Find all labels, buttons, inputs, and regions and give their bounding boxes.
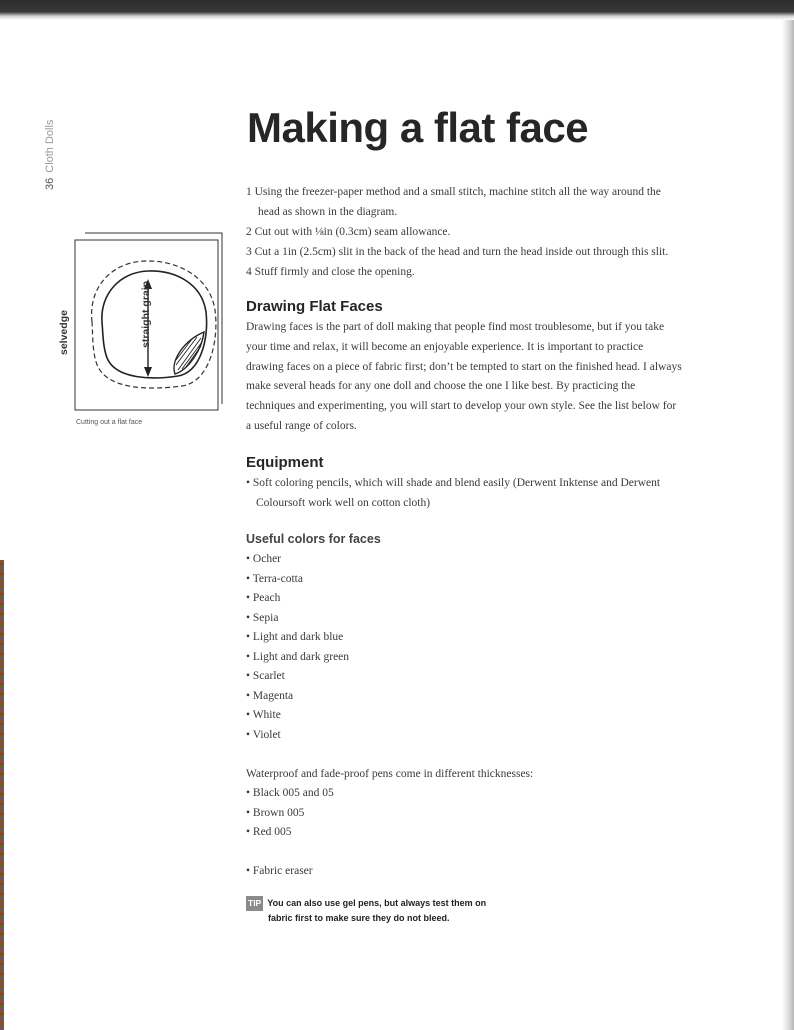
list-item: • Peach	[246, 589, 349, 609]
selvedge-label: selvedge	[58, 310, 70, 355]
step-2: 2 Cut out with ⅛in (0.3cm) seam allowance.	[246, 226, 451, 238]
list-item: • Light and dark blue	[246, 628, 349, 648]
list-item: • Red 005	[246, 823, 334, 843]
paragraph-line: drawing faces on a piece of fabric first; don’t be tempted to start on the finished head. I always	[246, 360, 682, 373]
pens-intro: Waterproof and fade-proof pens come in different thicknesses:	[246, 768, 534, 780]
page-top-edge	[0, 0, 794, 20]
paragraph-line: a useful range of colors.	[246, 419, 357, 432]
instruction-steps	[246, 182, 746, 282]
list-item: • Light and dark green	[246, 648, 349, 668]
list-item: • Black 005 and 05	[246, 784, 334, 804]
page-number: 36	[44, 177, 56, 190]
tip-badge: TIP	[246, 896, 263, 911]
list-item: • White	[246, 706, 349, 726]
step-3: 3 Cut a 1in (2.5cm) slit in the back of the head and turn the head inside out through this slit.	[246, 246, 669, 258]
list-item: • Magenta	[246, 687, 349, 707]
pens-list	[246, 784, 334, 843]
equipment-line: • Soft coloring pencils, which will shade and blend easily (Derwent Inktense and Derwent	[246, 477, 661, 489]
drawing-flat-faces-heading: Drawing Flat Faces	[246, 298, 383, 315]
equipment-heading: Equipment	[246, 454, 324, 471]
step-1-continued: head as shown in the diagram.	[258, 206, 398, 218]
eraser-list	[246, 862, 313, 882]
page-title: Making a flat face	[247, 104, 589, 151]
paragraph-line: your time and relax, it will become an enjoyable experience. It is important to practice	[246, 340, 644, 353]
list-item: • Brown 005	[246, 804, 334, 824]
figure-caption: Cutting out a flat face	[76, 419, 143, 426]
drawing-flat-faces-paragraph	[246, 318, 746, 437]
tip-text-line: You can also use gel pens, but always test them on	[267, 898, 487, 908]
list-item: • Terra-cotta	[246, 570, 349, 590]
list-item: • Violet	[246, 726, 349, 746]
section-name: Cloth Dolls	[44, 119, 56, 173]
list-item: • Sepia	[246, 609, 349, 629]
tip-box	[246, 896, 546, 926]
tip-text-line: fabric first to make sure they do not bleed.	[268, 913, 450, 923]
straight-grain-label: straight grain	[140, 280, 152, 348]
list-item: • Scarlet	[246, 667, 349, 687]
list-item: • Ocher	[246, 550, 349, 570]
paragraph-line: techniques and experimenting, you will start to develop your own style. See the list below for	[246, 400, 677, 413]
page-left-edge	[0, 560, 4, 1030]
list-item: • Fabric eraser	[246, 862, 313, 882]
paragraph-line: make several heads for any one doll and choose the one I like best. By practicing the	[246, 380, 636, 393]
colors-list	[246, 550, 349, 745]
paragraph-line: Drawing faces is the part of doll making that people find most troublesome, but if you take	[246, 321, 665, 333]
useful-colors-heading: Useful colors for faces	[246, 532, 381, 546]
step-1: 1 Using the freezer-paper method and a small stitch, machine stitch all the way around the	[246, 186, 661, 198]
step-4: 4 Stuff firmly and close the opening.	[246, 266, 415, 278]
equipment-text	[246, 474, 746, 514]
running-head	[44, 120, 56, 190]
page-binding-edge	[782, 20, 794, 1030]
equipment-line: Coloursoft work well on cotton cloth)	[256, 496, 431, 509]
